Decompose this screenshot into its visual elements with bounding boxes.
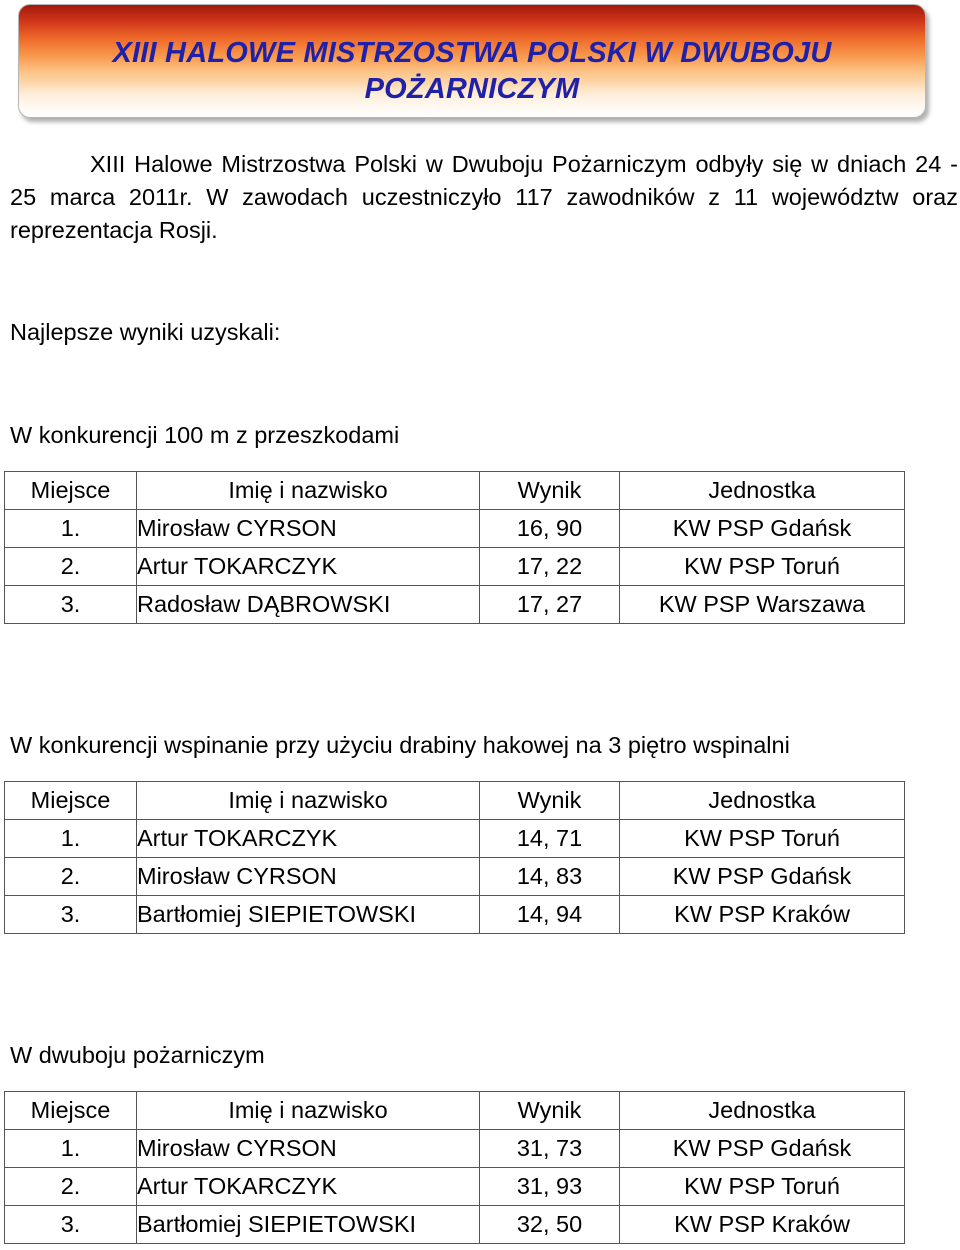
cell-place: 1. (5, 1130, 137, 1168)
cell-unit: KW PSP Kraków (620, 896, 905, 934)
header-place: Miejsce (5, 472, 137, 510)
cell-place: 2. (5, 548, 137, 586)
table-row (5, 1130, 905, 1168)
cell-result: 14, 94 (480, 896, 620, 934)
page-title (19, 35, 925, 107)
cell-place: 3. (5, 586, 137, 624)
cell-result: 17, 22 (480, 548, 620, 586)
header-name: Imię i nazwisko (137, 782, 480, 820)
intro-text: XIII Halowe Mistrzostwa Polski w Dwuboju Pożarniczym odbyły się w dniach 24 - 25 marca 2011r. W zawodach uczestniczyło 117 zawodników z 11 województw oraz reprezentacja Rosji. (10, 151, 958, 243)
table-row (5, 1206, 905, 1244)
table-row (5, 820, 905, 858)
cell-name: Artur TOKARCZYK (137, 1168, 480, 1206)
cell-unit: KW PSP Gdańsk (620, 510, 905, 548)
cell-unit: KW PSP Toruń (620, 820, 905, 858)
cell-result: 31, 93 (480, 1168, 620, 1206)
table-header-row (5, 1092, 905, 1130)
cell-place: 1. (5, 510, 137, 548)
header-result: Wynik (480, 1092, 620, 1130)
cell-place: 3. (5, 896, 137, 934)
title-banner (18, 4, 926, 118)
best-results-label: Najlepsze wyniki uzyskali: (10, 319, 281, 345)
cell-unit: KW PSP Toruń (620, 548, 905, 586)
header-place: Miejsce (5, 782, 137, 820)
cell-name: Artur TOKARCZYK (137, 820, 480, 858)
cell-name: Bartłomiej SIEPIETOWSKI (137, 896, 480, 934)
cell-result: 31, 73 (480, 1130, 620, 1168)
header-place: Miejsce (5, 1092, 137, 1130)
table-row (5, 858, 905, 896)
cell-name: Bartłomiej SIEPIETOWSKI (137, 1206, 480, 1244)
competition-title-ladder: W konkurencji wspinanie przy użyciu drabiny hakowej na 3 piętro wspinalni (10, 732, 790, 758)
cell-name: Mirosław CYRSON (137, 858, 480, 896)
table-row (5, 548, 905, 586)
cell-place: 2. (5, 1168, 137, 1206)
cell-name: Artur TOKARCZYK (137, 548, 480, 586)
table-row (5, 586, 905, 624)
header-unit: Jednostka (620, 1092, 905, 1130)
competition-title-dwuboj: W dwuboju pożarniczym (10, 1042, 265, 1068)
cell-name: Radosław DĄBROWSKI (137, 586, 480, 624)
cell-place: 3. (5, 1206, 137, 1244)
cell-place: 2. (5, 858, 137, 896)
cell-result: 14, 83 (480, 858, 620, 896)
cell-result: 16, 90 (480, 510, 620, 548)
cell-unit: KW PSP Toruń (620, 1168, 905, 1206)
results-table-dwuboj (4, 1091, 905, 1244)
results-table-ladder (4, 781, 905, 934)
cell-result: 32, 50 (480, 1206, 620, 1244)
cell-name: Mirosław CYRSON (137, 510, 480, 548)
cell-unit: KW PSP Gdańsk (620, 858, 905, 896)
table-row (5, 896, 905, 934)
page-title-line-1: XIII HALOWE MISTRZOSTWA POLSKI W DWUBOJU (112, 37, 832, 69)
cell-result: 17, 27 (480, 586, 620, 624)
table-header-row (5, 472, 905, 510)
header-result: Wynik (480, 782, 620, 820)
table-header-row (5, 782, 905, 820)
cell-result: 14, 71 (480, 820, 620, 858)
competition-title-100m: W konkurencji 100 m z przeszkodami (10, 422, 400, 448)
cell-place: 1. (5, 820, 137, 858)
page-title-line-2: POŻARNICZYM (364, 73, 580, 105)
header-unit: Jednostka (620, 782, 905, 820)
table-row (5, 1168, 905, 1206)
results-table-100m (4, 471, 905, 624)
cell-name: Mirosław CYRSON (137, 1130, 480, 1168)
cell-unit: KW PSP Warszawa (620, 586, 905, 624)
header-name: Imię i nazwisko (137, 472, 480, 510)
header-result: Wynik (480, 472, 620, 510)
cell-unit: KW PSP Gdańsk (620, 1130, 905, 1168)
header-name: Imię i nazwisko (137, 1092, 480, 1130)
cell-unit: KW PSP Kraków (620, 1206, 905, 1244)
intro-paragraph (10, 148, 958, 247)
header-unit: Jednostka (620, 472, 905, 510)
table-row (5, 510, 905, 548)
